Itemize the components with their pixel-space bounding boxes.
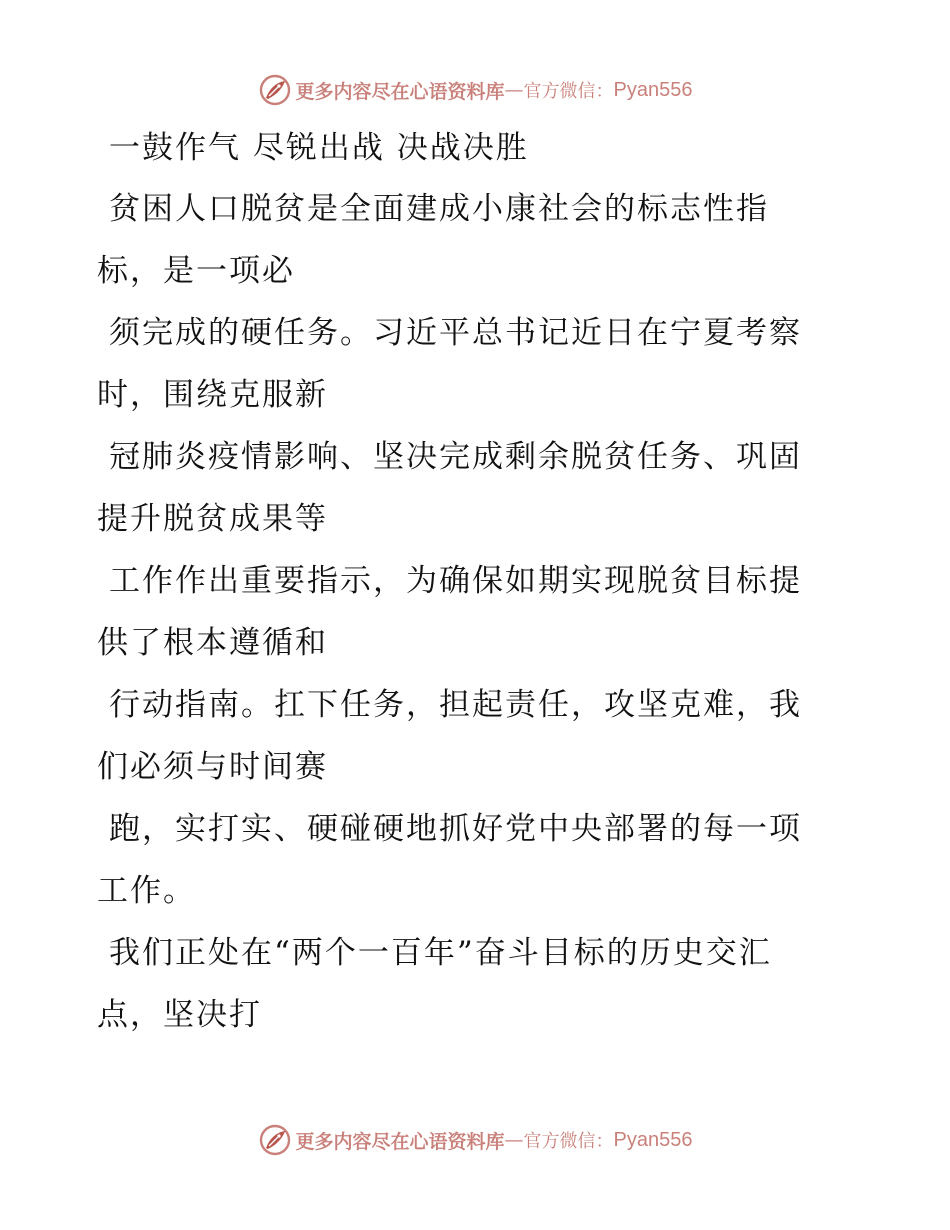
- pen-nib-logo-icon: [258, 73, 292, 107]
- paragraph-line: 须完成的硬任务。习近平总书记近日在宁夏考察: [109, 315, 802, 351]
- paragraph-line: 行动指南。扛下任务，担起责任，攻坚克难，我: [109, 687, 802, 723]
- banner-wechat-id: Pyan556: [613, 1128, 693, 1151]
- banner-wechat-label: 官方微信：: [523, 1131, 614, 1152]
- paragraph-line: 们必须与时间赛: [97, 749, 328, 785]
- banner-site-text: 更多内容尽在心语资料库: [295, 1130, 505, 1153]
- pen-nib-logo-icon: [258, 1123, 292, 1157]
- banner-wechat-label: 官方微信：: [523, 81, 614, 102]
- banner-site-text: 更多内容尽在心语资料库: [295, 80, 505, 103]
- header-banner: [0, 70, 950, 110]
- paragraph-line: 贫困人口脱贫是全面建成小康社会的标志性指: [109, 191, 769, 227]
- paragraph-line: 标，是一项必: [97, 253, 295, 289]
- document-body: [97, 118, 857, 1046]
- paragraph-line: 冠肺炎疫情影响、坚决完成剩余脱贫任务、巩固: [109, 439, 802, 475]
- paragraph-line: 时，围绕克服新: [97, 377, 328, 413]
- footer-banner: [0, 1120, 950, 1160]
- paragraph-line: 供了根本遵循和: [97, 625, 328, 661]
- banner-dash: —: [504, 79, 524, 101]
- paragraph-line: 提升脱贫成果等: [97, 501, 328, 537]
- paragraph-line: 我们正处在“两个一百年”奋斗目标的历史交汇: [109, 935, 772, 971]
- paragraph-line: 工作。: [97, 873, 196, 909]
- paragraph-line: 点，坚决打: [97, 997, 262, 1033]
- paragraph-line: 工作作出重要指示，为确保如期实现脱贫目标提: [109, 563, 802, 599]
- document-title: 一鼓作气 尽锐出战 决战决胜: [109, 130, 529, 166]
- banner-dash: —: [504, 1129, 524, 1151]
- banner-wechat-id: Pyan556: [613, 78, 693, 101]
- paragraph-line: 跑，实打实、硬碰硬地抓好党中央部署的每一项: [109, 811, 802, 847]
